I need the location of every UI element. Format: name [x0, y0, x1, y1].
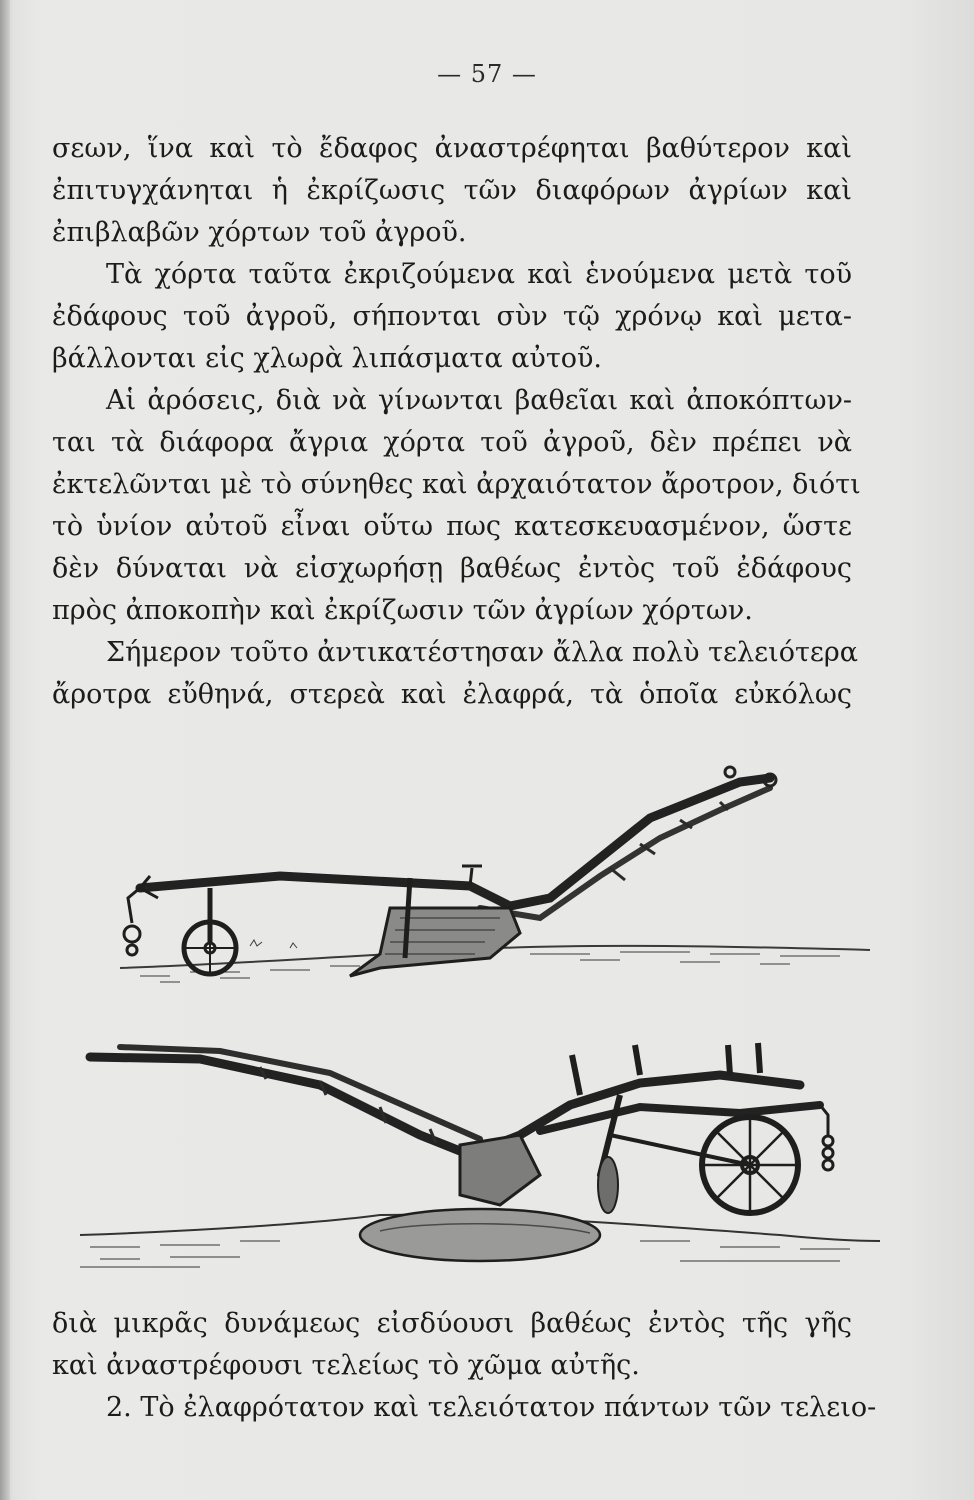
text-line: πρὸς ἀποκοπὴν καὶ ἐκρίζωσιν τῶν ἀγρίων χόρτων. [52, 595, 753, 626]
page-spine-shadow [0, 0, 10, 1500]
text-line: Αἱ ἀρόσεις, διὰ νὰ γίνωνται βαθεῖαι καὶ ἀποκόπτων- [106, 385, 852, 416]
text-line: καὶ ἀναστρέφουσι τελείως τὸ χῶμα αὐτῆς. [52, 1350, 640, 1381]
text-line: 2. Τὸ ἐλαφρότατον καὶ τελειότατον πάντων τῶν τελειο- [106, 1392, 877, 1423]
text-line: ται τὰ διάφορα ἄγρια χόρτα τοῦ ἀγροῦ, δὲν πρέπει νὰ [52, 427, 852, 458]
bottom-text-block [52, 1303, 877, 1429]
text-line: ἐδάφους τοῦ ἀγροῦ, σήπονται σὺν τῷ χρόνῳ καὶ μετα- [52, 301, 852, 332]
plough-illustration-upper [80, 758, 880, 1008]
plough-illustration-lower [80, 1035, 880, 1280]
page-number: — 57 — [437, 60, 537, 88]
text-line: τὸ ὑνίον αὐτοῦ εἶναι οὕτω πως κατεσκευασμένον, ὥστε [52, 511, 852, 542]
text-line: διὰ μικρᾶς δυνάμεως εἰσδύουσι βαθέως ἐντὸς τῆς γῆς [52, 1308, 852, 1339]
text-line: βάλλονται εἰς χλωρὰ λιπάσματα αὐτοῦ. [52, 343, 603, 374]
text-line: ἐκτελῶνται μὲ τὸ σύνηθες καὶ ἀρχαιότατον ἄροτρον, διότι [52, 469, 861, 500]
text-line: ἐπιτυγχάνηται ἡ ἐκρίζωσις τῶν διαφόρων ἀγρίων καὶ [52, 175, 852, 206]
text-line: Τὰ χόρτα ταῦτα ἐκριζούμενα καὶ ἑνούμενα μετὰ τοῦ [106, 259, 852, 290]
top-text-block [52, 128, 861, 716]
text-line: Σήμερον τοῦτο ἀντικατέστησαν ἄλλα πολὺ τελειότερα [106, 637, 858, 668]
text-line: ἄροτρα εὔθηνά, στερεὰ καὶ ἐλαφρά, τὰ ὁποῖα εὐκόλως [52, 679, 852, 710]
text-line: σεων, ἵνα καὶ τὸ ἔδαφος ἀναστρέφηται βαθύτερον καὶ [52, 133, 852, 164]
text-line: δὲν δύναται νὰ εἰσχωρήσῃ βαθέως ἐντὸς τοῦ ἐδάφους [52, 553, 852, 584]
text-line: ἐπιβλαβῶν χόρτων τοῦ ἀγροῦ. [52, 217, 467, 248]
